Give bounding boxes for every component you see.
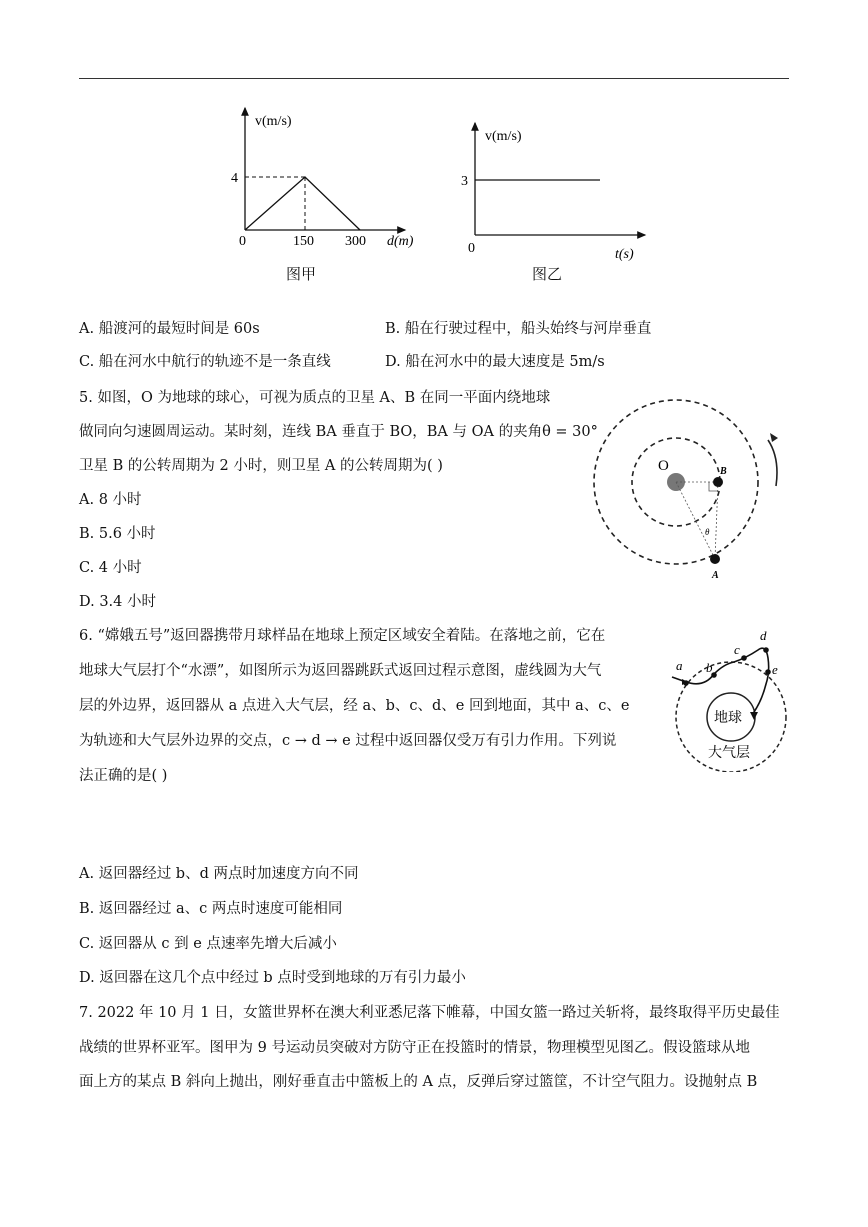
q7-stem-line-2: 战绩的世界杯亚军。图甲为 9 号运动员突破对方防守正在投篮时的情景，物理模型见图乙。假设篮球从地 [79,1040,750,1056]
label-atmosphere: 大气层 [708,746,750,761]
figure-jia-caption: 图甲 [286,265,317,283]
x-axis-label: t(s) [615,247,634,262]
q6-stem-line-2: 地球大气层打个“水漂”，如图所示为返回器跳跃式返回过程示意图，虚线圆为大气 [79,663,602,679]
q5-option-d: D. 3.4 小时 [79,594,156,610]
q4-option-b: B. 船在行驶过程中，船头始终与河岸垂直 [385,321,652,337]
satellite-orbit-figure [578,398,778,588]
figure-yi-caption: 图乙 [532,265,563,283]
satellite-b [713,477,723,487]
x-tick-300: 300 [345,234,366,249]
y-tick-4: 4 [231,171,238,186]
label-b: b [706,660,713,675]
label-b: B [720,466,727,477]
q6-option-a: A. 返回器经过 b、d 两点时加速度方向不同 [79,866,359,882]
q5-option-c: C. 4 小时 [79,560,142,576]
q6-stem-line-5: 法正确的是( ) [79,768,168,784]
q6-stem-line-3: 层的外边界，返回器从 a 点进入大气层，经 a、b、c、d、e 回到地面，其中 a、c、e [79,698,630,714]
label-c: c [734,642,740,657]
label-a: A [712,570,719,581]
y-axis-label: v(m/s) [485,129,522,144]
label-earth: 地球 [714,711,742,726]
q7-stem-line-1: 7. 2022 年 10 月 1 日，女篮世界杯在澳大利亚悉尼落下帷幕，中国女篮一路过关斩将，最终取得平历史最佳 [79,1005,780,1021]
figure-jia-graph [225,100,425,250]
q5-option-b: B. 5.6 小时 [79,526,156,542]
q7-stem-line-3: 面上方的某点 B 斜向上抛出，刚好垂直击中篮板上的 A 点，反弹后穿过篮筐，不计空气阻力。设抛射点 B [79,1074,758,1090]
q6-option-b: B. 返回器经过 a、c 两点时速度可能相同 [79,901,343,917]
y-tick-3: 3 [461,174,468,189]
q6-stem-line-4: 为轨迹和大气层外边界的交点，c → d → e 过程中返回器仅受万有引力作用。下列说 [79,733,617,749]
q6-option-c: C. 返回器从 c 到 e 点速率先增大后减小 [79,936,337,952]
q5-option-a: A. 8 小时 [79,492,142,508]
label-a: a [676,658,683,673]
label-o: O [658,458,669,474]
header-rule [79,78,789,79]
y-axis-label: v(m/s) [255,114,292,129]
skip-reentry-figure [668,622,808,772]
origin-label: 0 [468,241,475,256]
x-tick-150: 150 [293,234,314,249]
label-d: d [760,628,767,643]
q5-stem-line-2: 做同向匀速圆周运动。某时刻，连线 BA 垂直于 BO，BA 与 OA 的夹角θ = 30° [79,424,598,440]
satellite-a [710,554,720,564]
q5-stem-line-1: 5. 如图，O 为地球的球心，可视为质点的卫星 A、B 在同一平面内绕地球 [79,390,551,406]
q4-option-a: A. 船渡河的最短时间是 60s [79,321,260,337]
q5-stem-line-3: 卫星 B 的公转周期为 2 小时，则卫星 A 的公转周期为( ) [79,458,443,474]
q4-option-c: C. 船在河水中航行的轨迹不是一条直线 [79,354,331,370]
q4-option-d: D. 船在河水中的最大速度是 5m/s [385,354,605,370]
q6-stem-line-1: 6. “嫦娥五号”返回器携带月球样品在地球上预定区域安全着陆。在落地之前，它在 [79,628,606,644]
figure-yi-graph [455,115,655,265]
q6-option-d: D. 返回器在这几个点中经过 b 点时受到地球的万有引力最小 [79,970,466,986]
velocity-curve [245,177,360,230]
origin-label: 0 [239,234,246,249]
x-axis-label: d(m) [387,234,414,249]
label-theta: θ [705,527,710,537]
label-e: e [772,662,778,677]
